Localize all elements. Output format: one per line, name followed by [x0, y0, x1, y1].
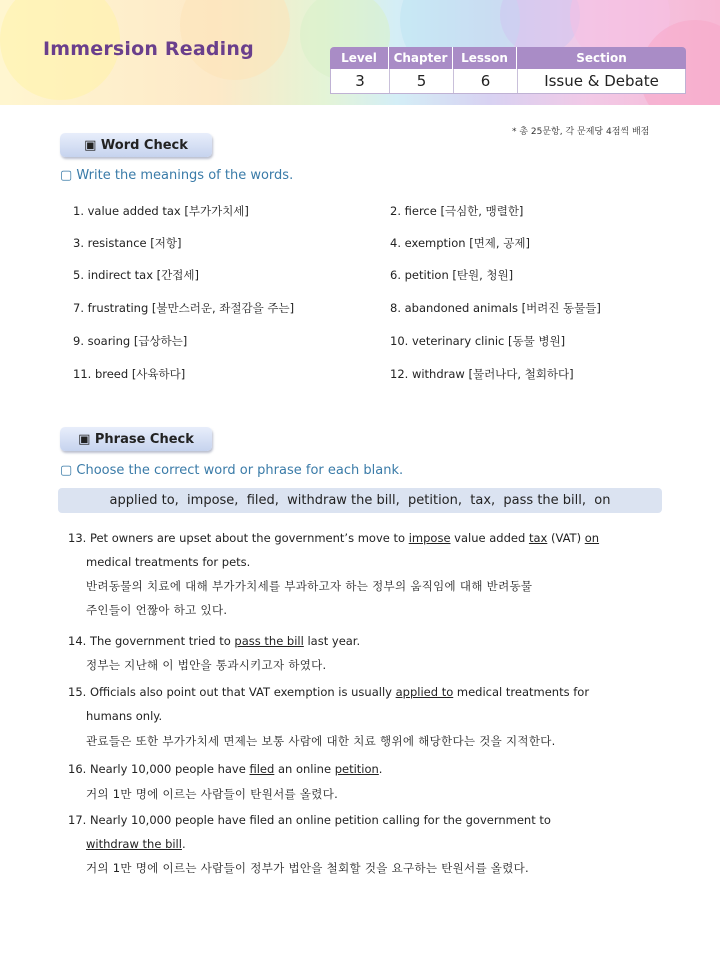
word-item: 1. value added tax [부가가치세] — [73, 204, 249, 218]
word-item: 6. petition [탄원, 청원] — [390, 268, 514, 282]
question-17-line2 — [86, 837, 186, 851]
question-14-translation: 정부는 지난해 이 법안을 통과시키고자 하였다. — [86, 658, 327, 672]
answer-petition: petition — [334, 762, 379, 776]
col-chapter: Chapter — [389, 47, 453, 69]
info-value-row — [330, 69, 686, 94]
answer-impose: impose — [408, 531, 451, 545]
word-check-title: ▣ Word Check — [60, 133, 212, 157]
question-13-line2: medical treatments for pets. — [86, 555, 251, 569]
question-text: an online — [274, 762, 335, 776]
question-text: 16. Nearly 10,000 people have — [68, 762, 250, 776]
word-item: 2. fierce [극심한, 맹렬한] — [390, 204, 524, 218]
col-section: Section — [576, 51, 627, 65]
question-text: 13. Pet owners are upset about the government’s move to — [68, 531, 409, 545]
question-15 — [68, 685, 589, 699]
question-text: 14. The government tried to — [68, 634, 235, 648]
question-text: value added — [450, 531, 529, 545]
question-14 — [68, 634, 360, 648]
answer-withdraw-the-bill: withdraw the bill — [86, 837, 182, 851]
answer-tax: tax — [528, 531, 548, 545]
question-16 — [68, 762, 382, 776]
question-text: . — [181, 837, 186, 851]
word-item: 7. frustrating [불만스러운, 좌절감을 주는] — [73, 301, 295, 315]
phrase-check-instruction: ▢ Choose the correct word or phrase for each blank. — [60, 463, 404, 478]
question-17-translation: 거의 1만 명에 이르는 사람들이 정부가 법안을 철회할 것을 요구하는 탄원서를 올렸다. — [86, 861, 529, 875]
question-text: medical treatments for — [453, 685, 590, 699]
word-bank: applied to, impose, filed, withdraw the bill, petition, tax, pass the bill, on — [58, 488, 662, 513]
chapter-value: 5 — [390, 69, 454, 93]
question-15-line2: humans only. — [86, 709, 163, 723]
question-15-translation: 관료들은 또한 부가가치세 면제는 보통 사람에 대한 치료 행위에 해당한다는 것을 지적한다. — [86, 734, 556, 748]
answer-filed: filed — [249, 762, 275, 776]
question-text: . — [378, 762, 383, 776]
phrase-check-title: ▣ Phrase Check — [60, 427, 212, 451]
answer-on: on — [584, 531, 600, 545]
lesson-info-table — [330, 47, 686, 94]
scoring-note: * 총 25문항, 각 문제당 4점씩 배점 — [512, 127, 650, 137]
word-item: 5. indirect tax [간접세] — [73, 268, 199, 282]
answer-pass-the-bill: pass the bill — [234, 634, 304, 648]
question-13-translation-2: 주인들이 언짢아 하고 있다. — [86, 603, 228, 617]
word-item: 11. breed [사육하다] — [73, 367, 186, 381]
brand-title: Immersion Reading — [43, 38, 254, 60]
col-level: Level — [330, 47, 389, 69]
word-item: 8. abandoned animals [버려진 동물들] — [390, 301, 601, 315]
question-text: (VAT) — [547, 531, 585, 545]
word-item: 3. resistance [저항] — [73, 236, 182, 250]
word-item: 12. withdraw [물러나다, 철회하다] — [390, 367, 574, 381]
question-text: last year. — [303, 634, 361, 648]
question-16-translation: 거의 1만 명에 이르는 사람들이 탄원서를 올렸다. — [86, 787, 339, 801]
word-item: 9. soaring [급상하는] — [73, 334, 188, 348]
question-13 — [68, 531, 599, 545]
info-header-row — [330, 47, 686, 69]
word-item: 4. exemption [면제, 공제] — [390, 236, 530, 250]
header-banner — [0, 0, 720, 105]
question-13-translation: 반려동물의 치료에 대해 부가가치세를 부과하고자 하는 정부의 움직임에 대해 반려동물 — [86, 579, 533, 593]
col-lesson: Lesson — [453, 47, 517, 69]
word-check-instruction: ▢ Write the meanings of the words. — [60, 168, 294, 183]
word-item: 10. veterinary clinic [동물 병원] — [390, 334, 566, 348]
answer-applied-to: applied to — [395, 685, 454, 699]
section-value: Issue & Debate — [544, 72, 659, 90]
question-text: 15. Officials also point out that VAT exemption is usually — [68, 685, 396, 699]
lesson-value: 6 — [454, 69, 518, 93]
question-17: 17. Nearly 10,000 people have filed an online petition calling for the government to — [68, 813, 551, 827]
level-value: 3 — [331, 69, 390, 93]
